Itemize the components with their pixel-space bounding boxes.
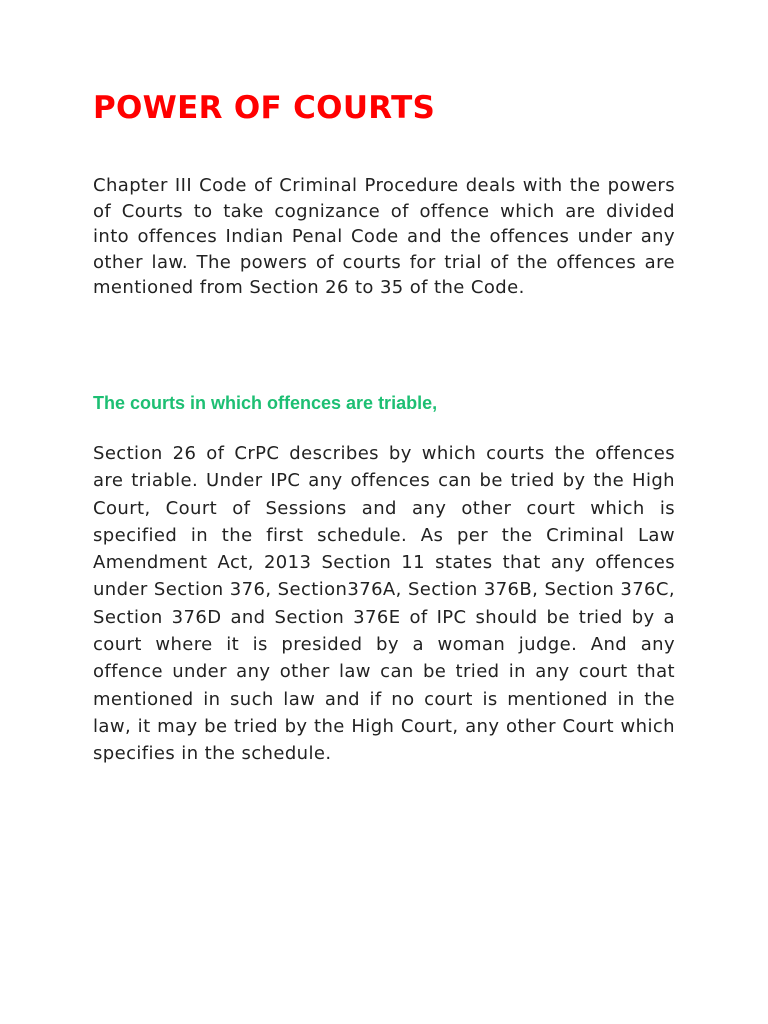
page-title: POWER OF COURTS — [93, 90, 436, 126]
section-subheading: The courts in which offences are triable, — [93, 393, 438, 413]
intro-paragraph: Chapter III Code of Criminal Procedure deals with the powers of Courts to take cognizance of offence which are divided into offences Indian Penal Code and the offences under any other law. The powers of courts for trial of the offences are mentioned from Section 26 to 35 of the Code. — [93, 175, 675, 298]
courts-paragraph: Section 26 of CrPC describes by which courts the offences are triable. Under IPC any offences can be tried by the High Court, Court of Sessions and any other court which is specified in the first schedule. As per the Criminal Law Amendment Act, 2013 Section 11 states that any offences under Section 376, Section376A, Section 376B, Section 376C, Section 376D and Section 376E of IPC should be tried by a court where it is presided by a woman judge. And any offence under any other law can be tried in any court that mentioned in such law and if no court is mentioned in the law, it may be tried by the High Court, any other Court which specifies in the schedule. — [93, 443, 675, 765]
